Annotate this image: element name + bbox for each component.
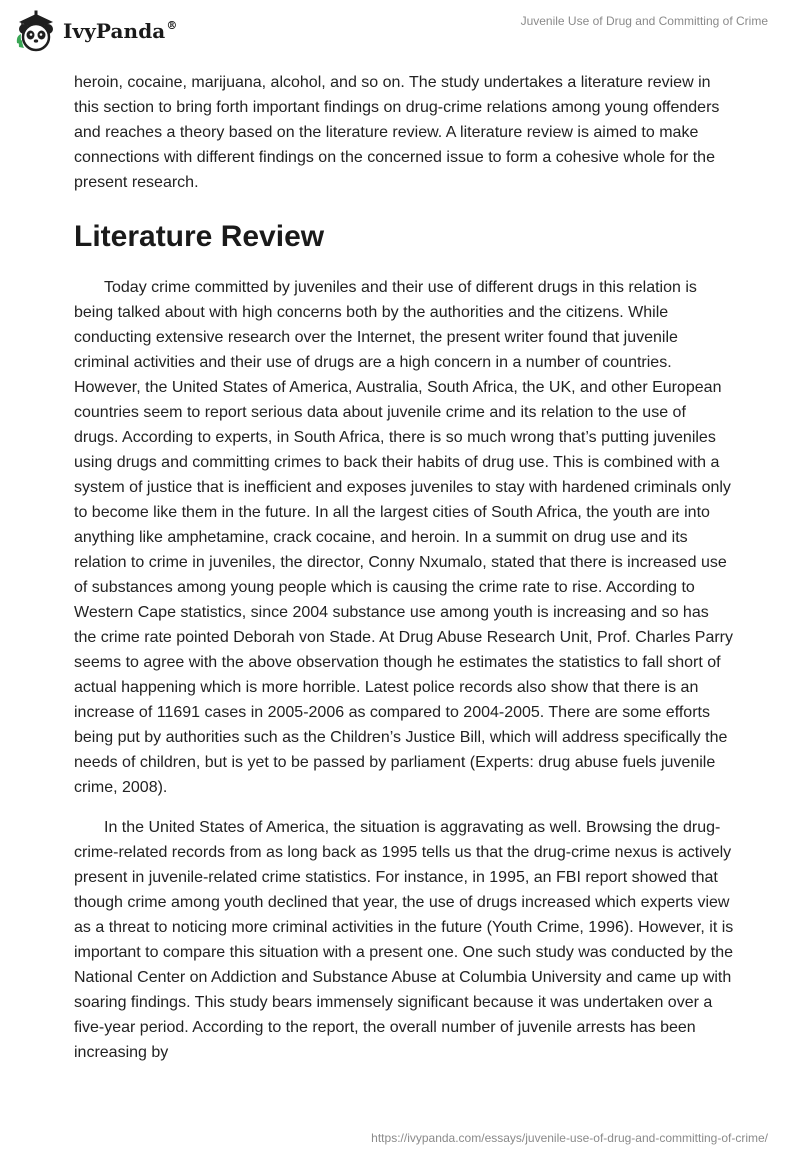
page-header xyxy=(0,0,800,60)
logo-wordmark: IvyPanda® xyxy=(63,19,178,43)
panda-graduate-icon xyxy=(14,9,58,53)
essay-content xyxy=(74,70,734,1065)
document-title: Juvenile Use of Drug and Committing of Crime xyxy=(520,14,768,28)
body-paragraph: Today crime committed by juveniles and their use of different drugs in this relation is being talked about with high concerns both by the authorities and the citizens. While conducting extensive research over the Internet, the present writer found that juvenile criminal activities and their use of drugs are a high concern in a number of countries. However, the United States of America, Australia, South Africa, the UK, and other European countries seem to report serious data about juvenile crime and its relation to the use of drugs. According to experts, in South Africa, there is so much wrong that’s putting juveniles using drugs and committing crimes to back their habits of drug use. This is combined with a system of justice that is inefficient and exposes juveniles to stay with hardened criminals only to become like them in the future. In all the largest cities of South Africa, the youth are into anything like amphetamine, crack cocaine, and heroin. In a summit on drug use and its relation to crime in juveniles, the director, Conny Nxumalo, stated that there is increased use of substances among young people which is causing the crime rate to rise. According to Western Cape statistics, since 2004 substance use among youth is increasing and so has the crime rate pointed Deborah von Stade. At Drug Abuse Research Unit, Prof. Charles Parry seems to agree with the above observation though he estimates the statistics to fall short of actual happening which is more horrible. Latest police records also show that there is an increase of 11691 cases in 2005-2006 as compared to 2004-2005. There are some efforts being put by authorities such as the Children’s Justice Bill, which will address specifically the needs of children, but is yet to be passed by parliament (Experts: drug abuse fuels juvenile crime, 2008). xyxy=(74,279,733,796)
body-paragraph: In the United States of America, the situation is aggravating as well. Browsing the drug-crime-related records from as long back as 1995 tells us that the drug-crime nexus is actively present in juvenile-related crime statistics. For instance, in 1995, an FBI report showed that though crime among youth declined that year, the use of drugs increased which experts view as a threat to noticing more criminal activities in the future (Youth Crime, 1996). However, it is important to compare this situation with a present one. One such study was conducted by the National Center on Addiction and Substance Abuse at Columbia University and came up with soaring findings. This study bears immensely significant because it was undertaken over a five-year period. According to the report, the overall number of juvenile arrests has been increasing by xyxy=(74,819,734,1061)
section-heading: Literature Review xyxy=(74,220,325,253)
source-url[interactable]: https://ivypanda.com/essays/juvenile-use-of-drug-and-committing-of-crime/ xyxy=(371,1131,768,1145)
intro-paragraph: heroin, cocaine, marijuana, alcohol, and so on. The study undertakes a literature review in this section to bring forth important findings on drug-crime relations among young offenders and reaches a theory based on the literature review. A literature review is aimed to make connections with different findings on the concerned issue to form a cohesive whole for the present research. xyxy=(74,74,720,191)
ivypanda-logo[interactable] xyxy=(14,9,177,53)
